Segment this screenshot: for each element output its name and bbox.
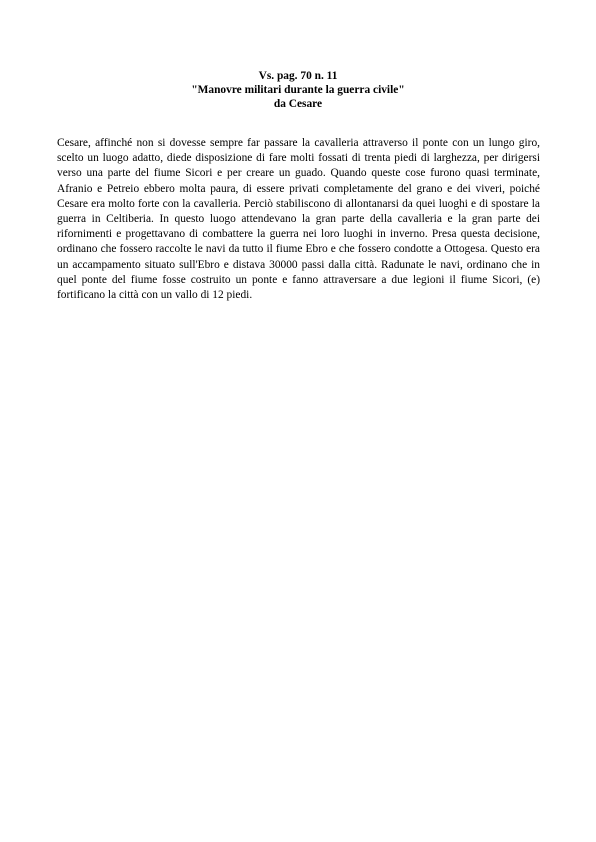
document-title: "Manovre militari durante la guerra civile" <box>191 84 405 97</box>
document-header <box>0 69 596 112</box>
page-reference: Vs. pag. 70 n. 11 <box>258 70 338 82</box>
body-paragraph: Cesare, affinché non si dovesse sempre far passare la cavalleria attraverso il ponte con un lungo giro, scelto un luogo adatto, diede disposizione di fare molti fossati di trenta piedi di larghezza, per dirigersi verso una parte del fiume Sicori e per creare un guado. Quando queste cose furono quasi terminate, Afranio e Petreio ebbero molta paura, di essere privati completamente del grano e dei viveri, poiché Cesare era molto forte con la cavalleria. Perciò stabiliscono di allontanarsi da quei luoghi e di spostare la guerra in Celtiberia. In questo luogo attendevano la gran parte della cavalleria e la gran parte dei rifornimenti e progettavano di combattere la guerra nei loro luoghi in inverno. Presa questa decisione, ordinano che fossero raccolte le navi da tutto il fiume Ebro e che fossero condotte a Ottogesa. Questo era un accampamento situato sull'Ebro e distava 30000 passi dalla città. Radunate le navi, ordinano che in quel ponte del fiume fosse costruito un ponte e fanno attraversare a due legioni il fiume Sicori, (e) fortificano la città con un vallo di 12 piedi. <box>57 137 540 302</box>
document-author: da Cesare <box>273 98 323 111</box>
